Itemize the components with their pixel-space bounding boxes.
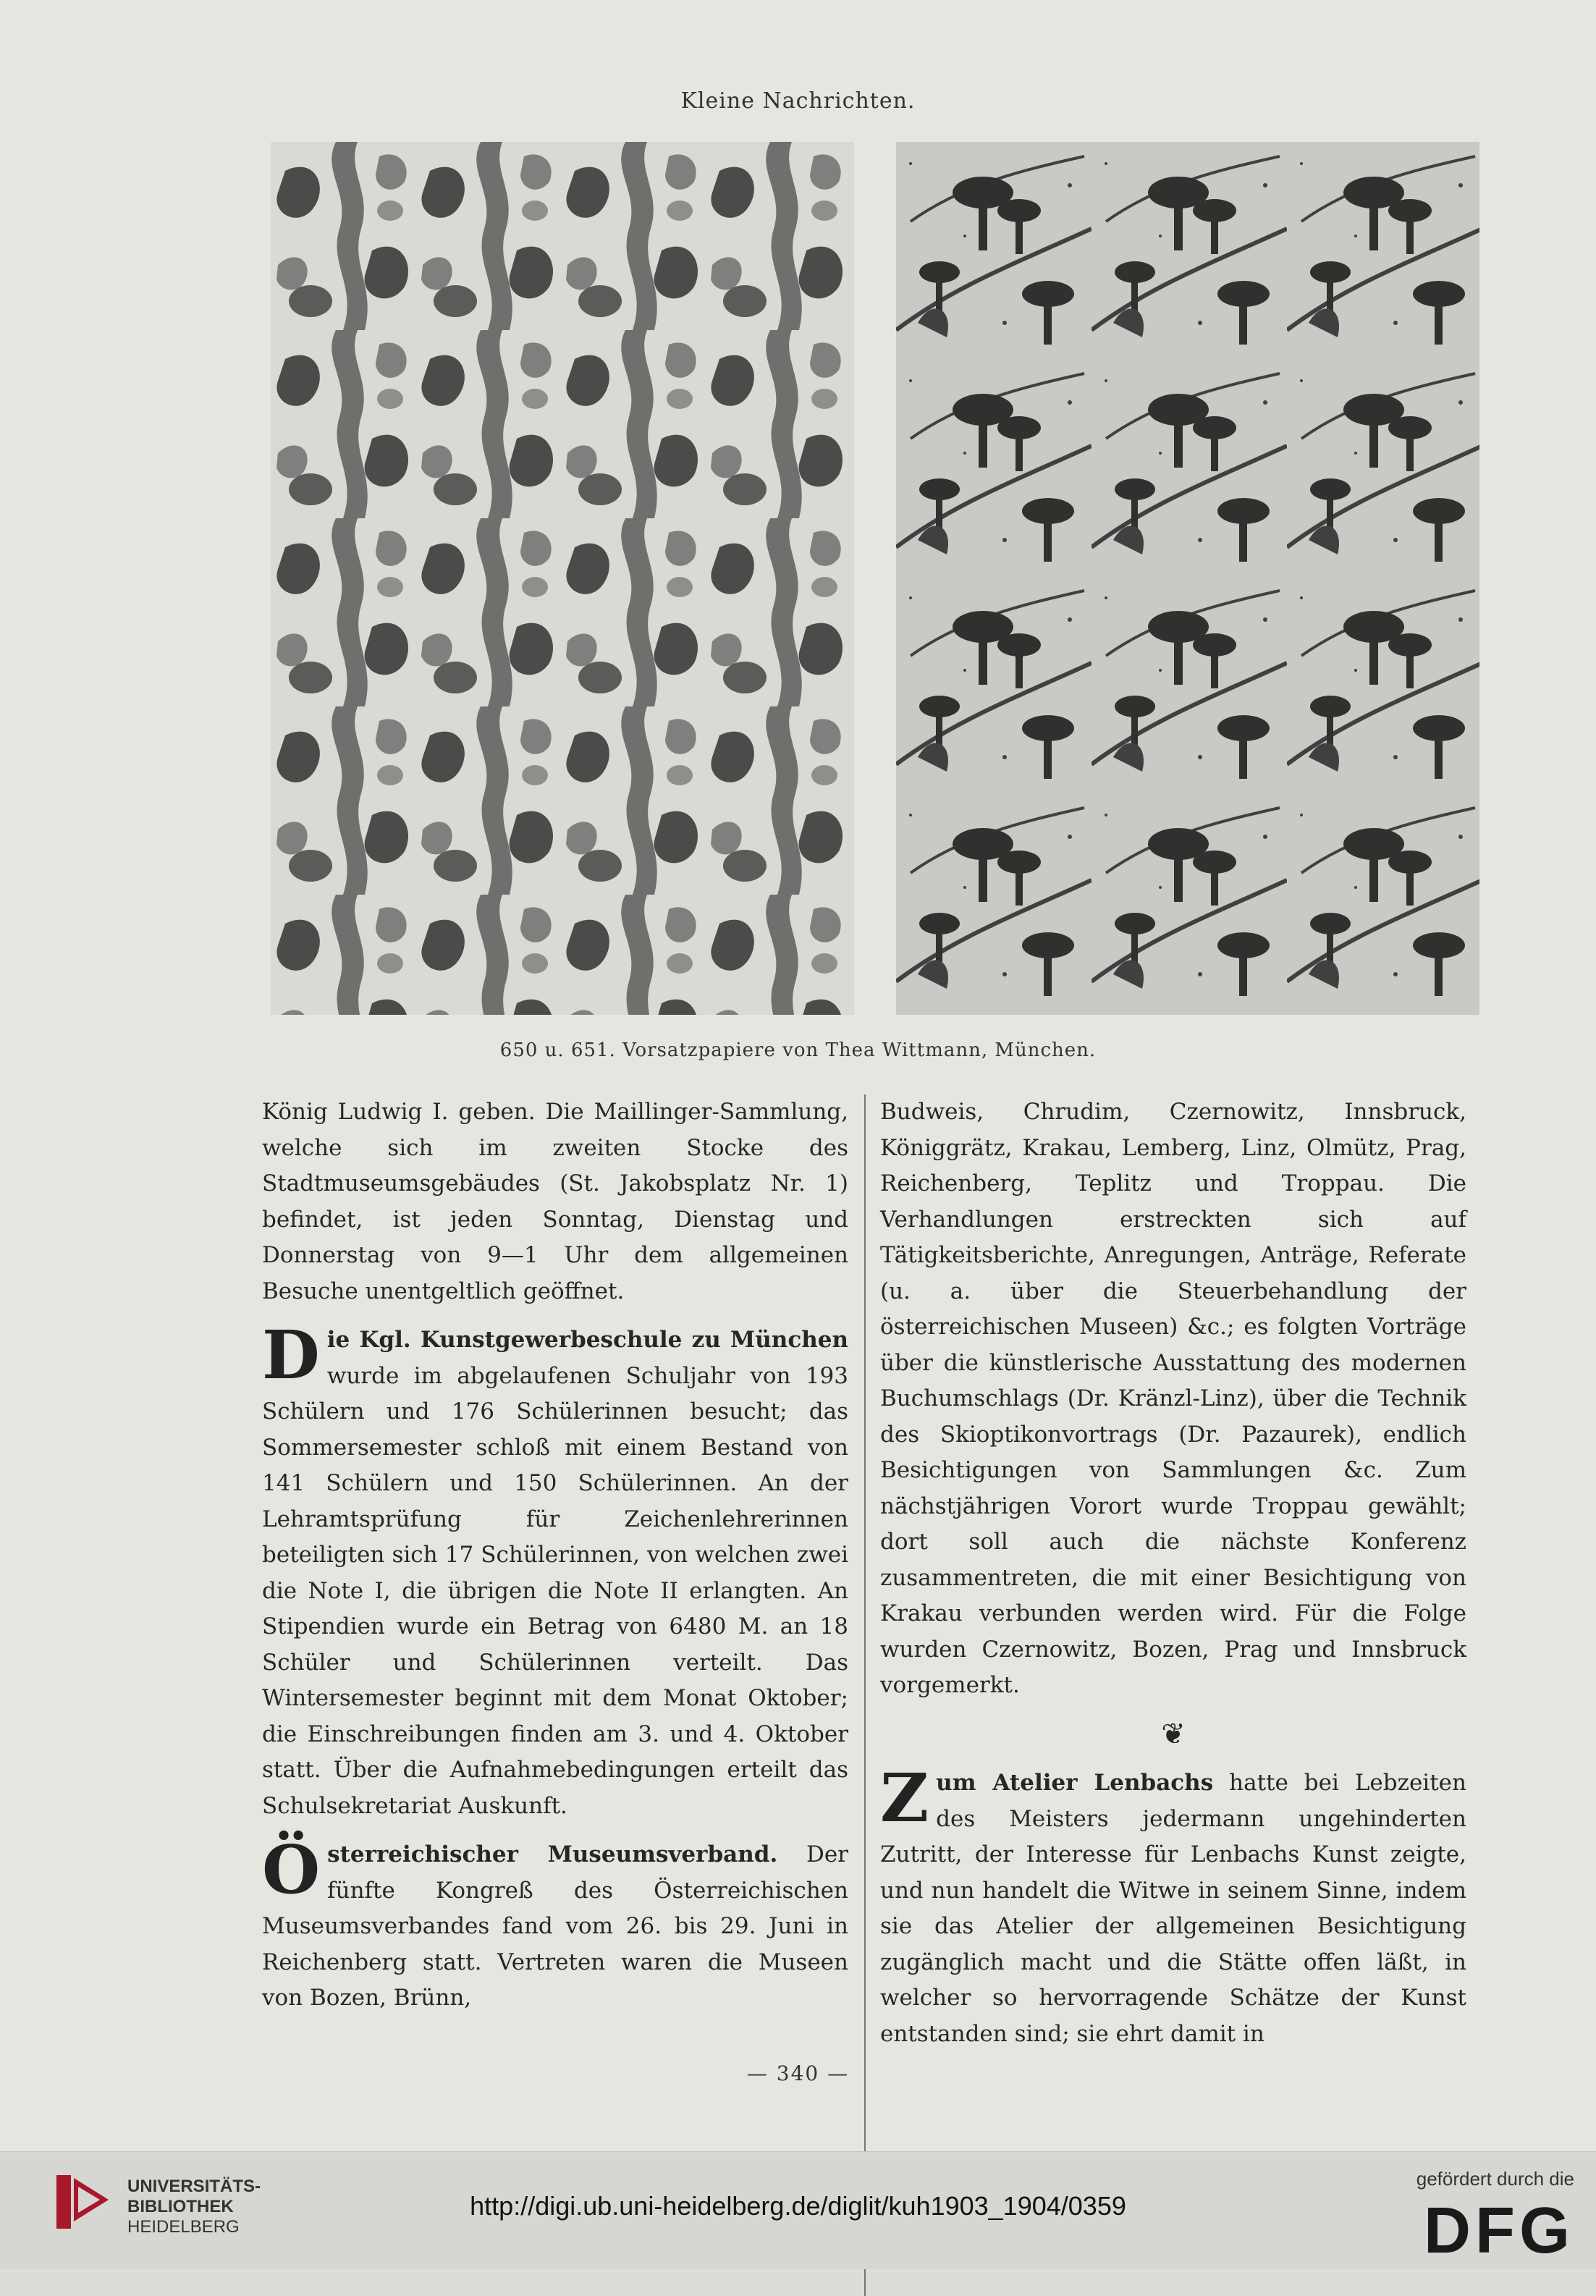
text-column-right [880,1094,1466,2065]
paragraph-body: wurde im abgelaufenen Schuljahr von 193 Schülern und 176 Schülerinnen besucht; das Sommersemester schloß mit einem Bestand von 141 Schülern und 150 Schülerinnen. An der Lehramtsprüfung für Zeichenlehrerinnen beteiligten sich 17 Schülerinnen, von welchen zwei die Note I, die übrigen die Note II erlangten. An Stipendien wurde ein Betrag von 6480 M. an 18 Schüler und Schülerinnen verteilt. Das Wintersemester beginnt mit dem Monat Oktober; die Einschreibungen finden am 3. und 4. Oktober statt. Über die Aufnahmebedingungen erteilt das Schulsekretariat Auskunft. [262,1362,848,1819]
section-lead: sterreichischer Museumsverband. [327,1841,778,1867]
permalink[interactable]: http://digi.ub.uni-heidelberg.de/diglit/kuh1903_1904/0359 [470,2191,1126,2221]
paragraph-body: Der fünfte Kongreß des Österreichischen Museumsverbandes fand vom 26. bis 29. Juni in Reichenberg statt. Vertreten waren die Museen von Bozen, Brünn, [262,1841,848,2011]
drop-cap: D [262,1316,320,1394]
paragraph-kunstgewerbeschule [262,1316,848,1824]
figure-caption: 650 u. 651. Vorsatzpapiere von Thea Wittmann, München. [499,1039,1097,1061]
section-lead: um Atelier Lenbachs [936,1770,1214,1796]
paragraph-museumsverband-continued: Budweis, Chrudim, Czernowitz, Innsbruck, Königgrätz, Krakau, Lemberg, Linz, Olmütz, Prag, Reichenberg, Teplitz und Troppau. Die Verhandlungen erstreckten sich auf Tätigkeitsberichte, Anregungen, Anträge, Referate (u. a. über die Steuerbehandlung der österreichischen Museen) &c.; es folgten Vorträge über die künstlerische Ausstattung des modernen Buchumschlags (Dr. Kränzl-Linz), über die Technik des Skioptikonvortrags (Dr. Pazaurek), endlich Besichtigungen von Sammlungen &c. Zum nächstjährigen Vorort wurde Troppau gewählt; dort soll auch die nächste Konferenz zusammentreten, die mit einer Besichtigung von Krakau verbunden werden wird. Für die Folge wurden Czernowitz, Bozen, Prag und Innsbruck vorgemerkt. [880,1099,1466,1698]
dfg-logo: DFG [1424,2195,1574,2267]
foliage-pattern-image [271,142,854,1015]
institution-line: HEIDELBERG [127,2217,240,2237]
paragraph-lenbach [880,1759,1466,2052]
text-column-left [262,1094,848,2030]
endpaper-illustration-651 [896,142,1479,1015]
ornament-icon: ❦ [1161,1717,1186,1751]
running-head: Kleine Nachrichten. [680,88,916,114]
paragraph-museumsverband [262,1831,848,2017]
drop-cap: Ö [262,1831,321,1909]
column-divider [864,1094,866,2296]
institution-line: BIBLIOTHEK [127,2197,234,2216]
digitization-footer [0,2151,1596,2269]
endpaper-illustration-650 [271,142,854,1015]
institution-line: UNIVERSITÄTS- [127,2177,261,2196]
mushroom-pattern-image [896,142,1479,1015]
funding-note: gefördert durch die [1416,2168,1574,2190]
drop-cap: Z [880,1759,929,1837]
section-lead: ie Kgl. Kunstgewerbeschule zu München [326,1327,848,1353]
paragraph-body: hatte bei Lebzeiten des Meisters jedermann ungehinderten Zutritt, der Interesse für Lenbachs Kunst zeigte, und nun handelt die Witwe in seinem Sinne, indem sie das Atelier der allgemeinen Besichtigung zugänglich macht und die Stätte offen läßt, in welcher so hervorragende Schätze der Kunst entstanden sind; sie ehrt damit in [880,1770,1466,2047]
paragraph-maillinger: König Ludwig I. geben. Die Maillinger-Sammlung, welche sich im zweiten Stocke des Stadtmuseumsgebäudes (St. Jakobsplatz Nr. 1) befindet, ist jeden Sonntag, Dienstag und Donnerstag von 9—1 Uhr dem allgemeinen Besuche unentgeltlich geöffnet. [262,1099,848,1304]
page-number: — 340 — [746,2061,850,2085]
